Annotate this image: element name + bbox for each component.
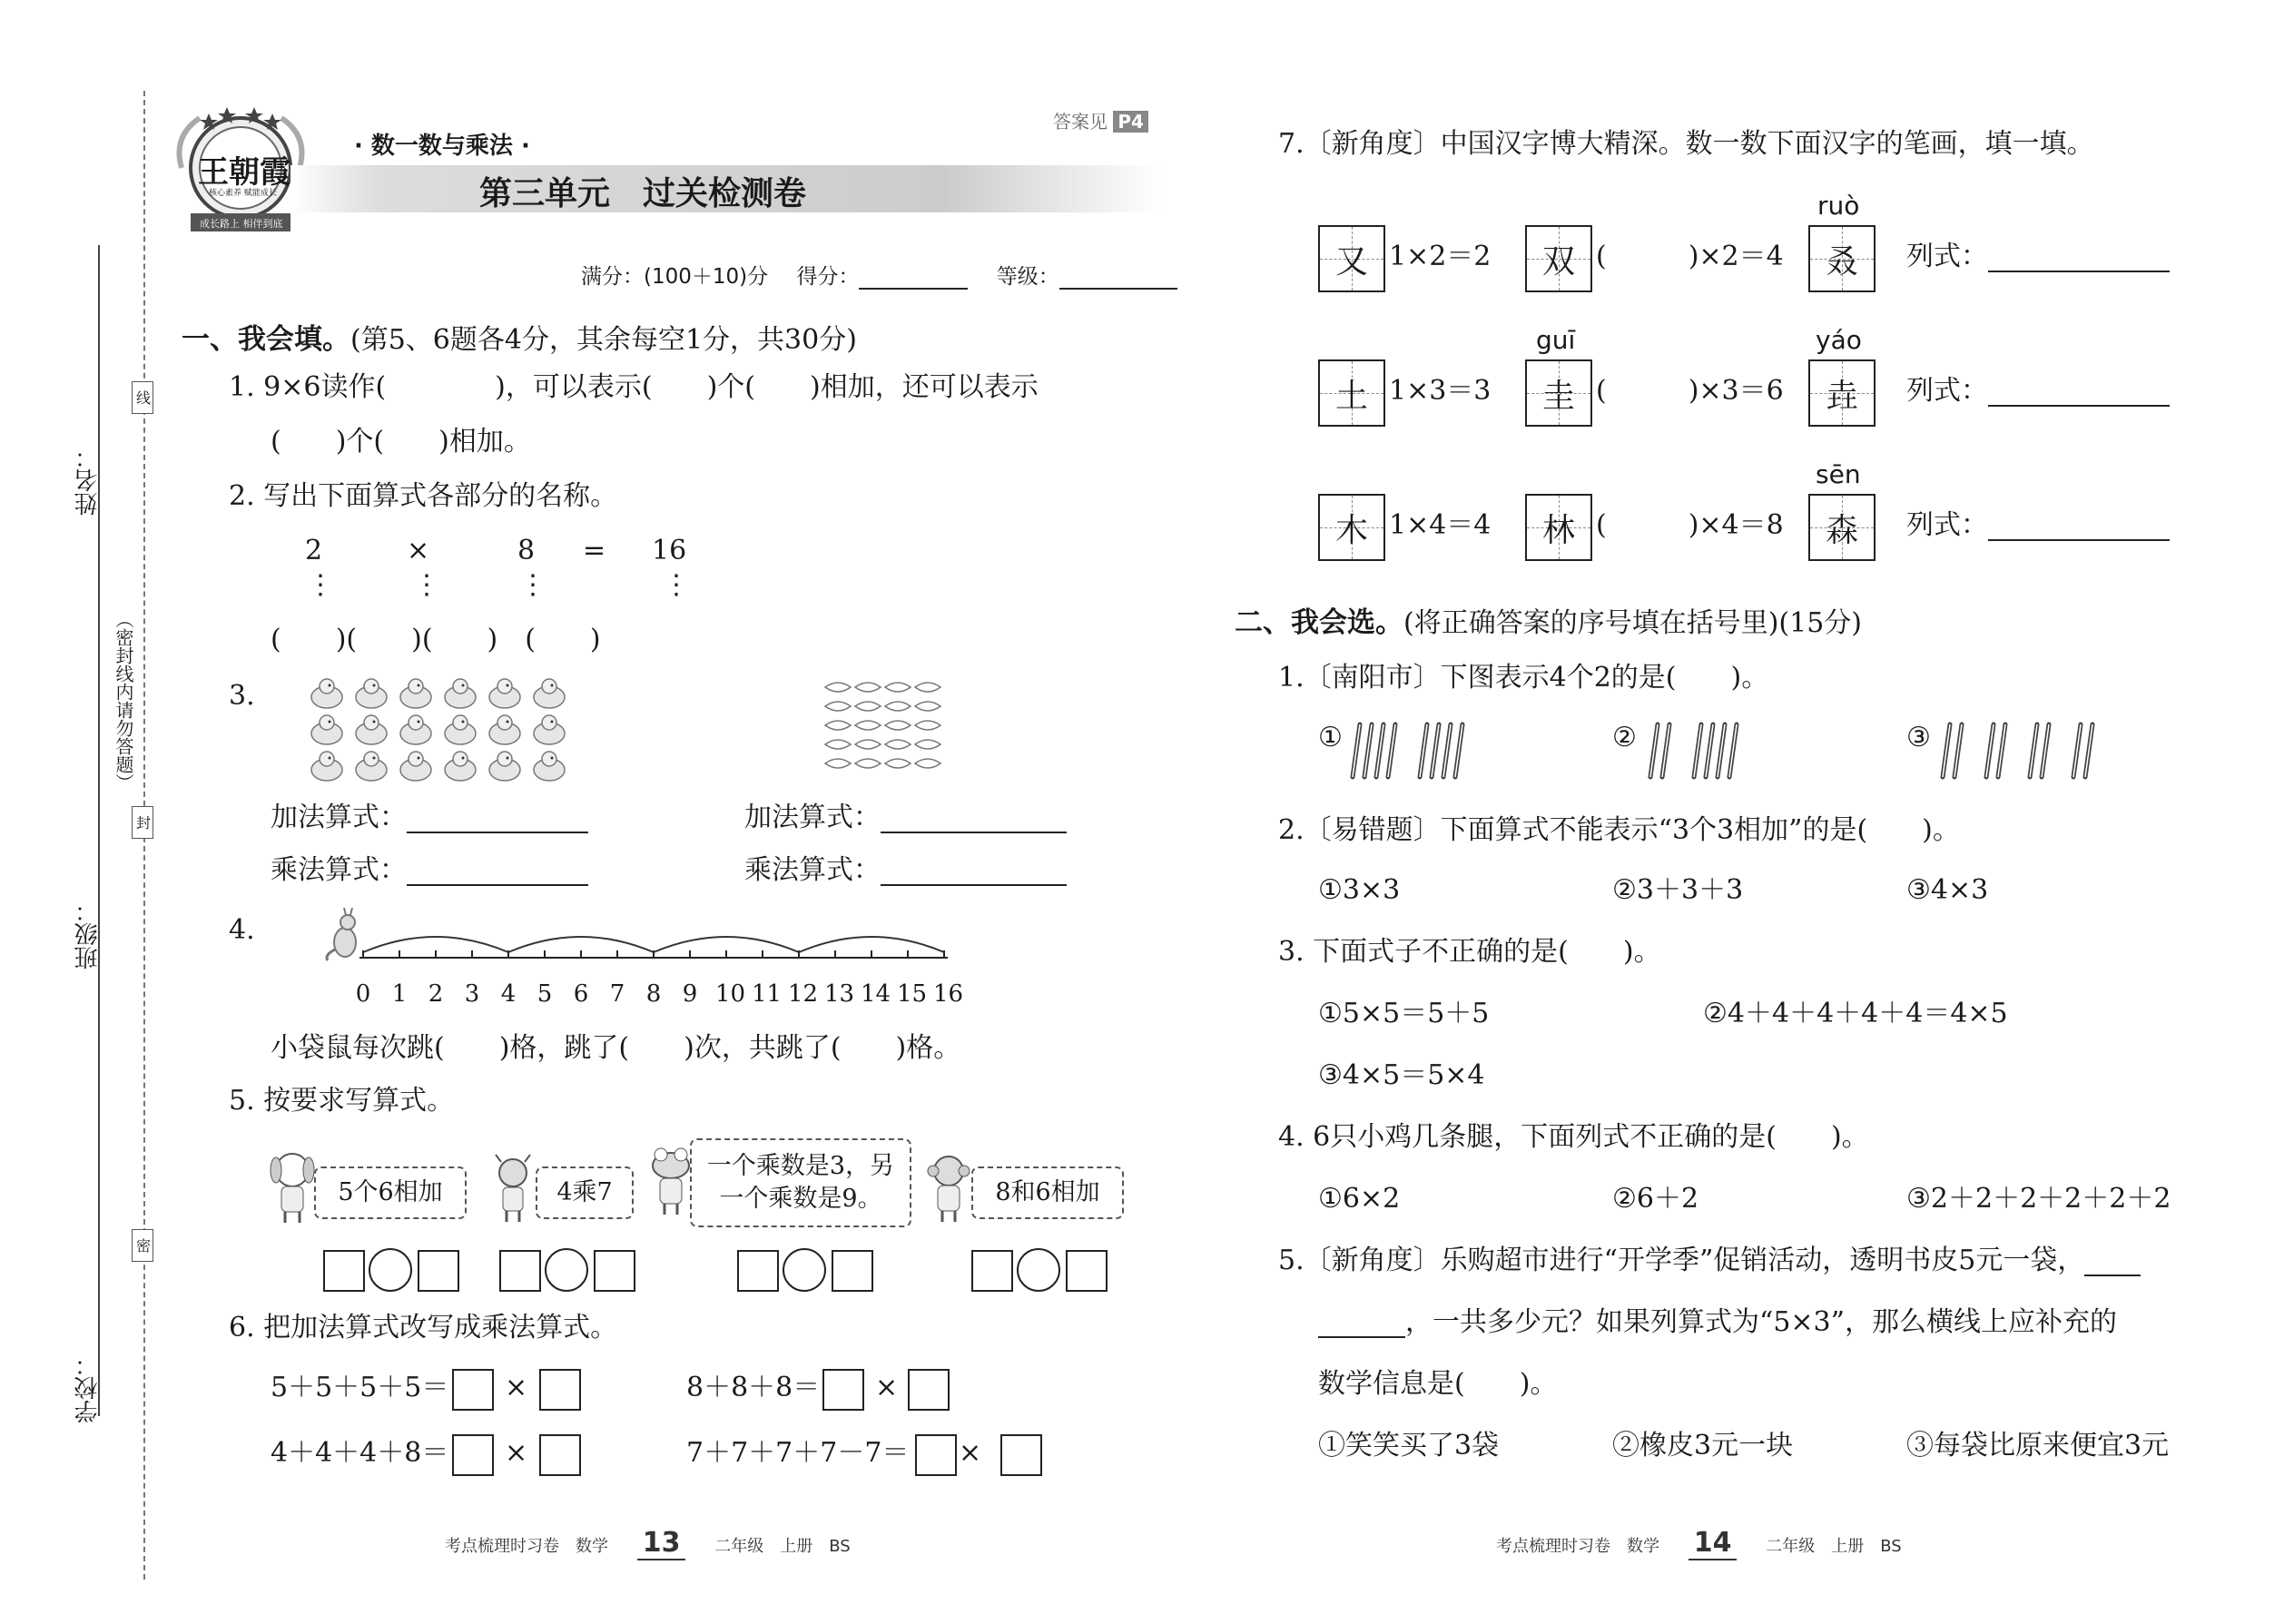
logo-badge (172, 100, 309, 236)
q3-mul-a-field[interactable] (407, 884, 588, 886)
stick-icon (1943, 724, 1950, 777)
q6-answer-box[interactable] (915, 1434, 957, 1476)
seal-mark-secret: 密 (132, 1229, 153, 1262)
stick-icon (1662, 724, 1669, 777)
footer-left (445, 1527, 851, 1559)
bird-icon (534, 679, 565, 708)
stick-icon (2042, 724, 2049, 777)
stick-icon (1998, 724, 2005, 777)
seal-warning: （密封线内请勿答题） (113, 610, 134, 792)
q5-answer-box[interactable] (418, 1250, 459, 1292)
leaf-icon (885, 759, 911, 768)
q3-mul-a: 乘法算式： (271, 855, 588, 886)
s2q4-text: 4. 6只小鸡几条腿，下面列式不正确的是( )。 (1278, 1121, 1869, 1153)
number-line-label: 1 (391, 980, 408, 1008)
bird-icon (356, 752, 387, 781)
seal-mark-line: 线 (132, 381, 153, 414)
unit-topic: · 数一数与乘法 · (354, 133, 530, 160)
number-line-label: 7 (609, 980, 625, 1008)
s2q3-opt3[interactable]: ③4×5＝5×4 (1318, 1059, 1485, 1091)
score-field[interactable] (859, 288, 968, 290)
s2q4-opt1[interactable]: ①6×2 (1318, 1183, 1401, 1215)
section1-title: 一、我会填。 (182, 323, 350, 356)
stick-icon (1353, 724, 1360, 777)
leaf-icon (855, 740, 881, 749)
leaf-icon (885, 683, 911, 692)
q5-answer-box[interactable] (832, 1250, 873, 1292)
bird-icon (489, 752, 520, 781)
q6-answer-box[interactable] (1000, 1434, 1042, 1476)
q5-answer-box[interactable] (594, 1250, 635, 1292)
leaf-icon (825, 702, 851, 711)
bird-icon (356, 715, 387, 744)
answer-ref (1053, 107, 1148, 133)
footer-right-book: 考点梳理时习卷 数学 (1496, 1537, 1659, 1556)
stick-icon (2085, 724, 2092, 777)
q6-answer-box[interactable] (822, 1369, 864, 1411)
leaf-icon (915, 702, 940, 711)
number-line-label: 6 (573, 980, 589, 1008)
stick-icon (1986, 724, 1994, 777)
q5-bubble-3: 一个乘数是3，另一个乘数是9。 (690, 1138, 911, 1227)
bird-icon (356, 679, 387, 708)
q6-answer-box[interactable] (452, 1369, 494, 1411)
number-line-label: 0 (355, 980, 371, 1008)
q6-item-4: 7＋7＋7＋7－7＝ (686, 1437, 910, 1469)
s2q2-opt3[interactable]: ③4×3 (1906, 874, 1989, 906)
row2-expr2[interactable]: ( )×3＝6 (1596, 375, 1784, 407)
jump-arc (363, 937, 508, 952)
jump-arc (508, 937, 654, 952)
stick-icon (2073, 724, 2081, 777)
bird-icon (445, 752, 476, 781)
char-box: 木 (1318, 494, 1385, 561)
q2-dots-4: ⋮ (663, 569, 690, 601)
binding-line-inner (98, 245, 100, 1416)
stick-icon (1420, 724, 1427, 777)
calf-icon (490, 1153, 536, 1225)
logo-sub2: 成长路上 相伴到底 (200, 218, 283, 230)
stick-icon (1364, 724, 1372, 777)
bird-icon (400, 715, 431, 744)
q1-line1: 1. 9×6读作( )，可以表示( )个( )相加，还可以表示 (229, 371, 1039, 403)
number-line-label: 9 (682, 980, 698, 1008)
q5-text: 5. 按要求写算式。 (229, 1085, 455, 1117)
score-line (581, 260, 1177, 290)
row3-expr1: 1×4＝4 (1389, 509, 1492, 541)
pinyin-gui: guī (1536, 325, 1576, 355)
q6-answer-box[interactable] (452, 1434, 494, 1476)
number-line-label: 2 (428, 980, 444, 1008)
s2q3-opt2[interactable]: ②4＋4＋4＋4＋4＝4×5 (1703, 998, 2008, 1029)
number-line-label: 4 (500, 980, 517, 1008)
q7-text: 7.〔新角度〕中国汉字博大精深。数一数下面汉字的笔画，填一填。 (1278, 128, 2094, 160)
bird-icon (311, 679, 342, 708)
q5-answer-box[interactable] (323, 1250, 365, 1292)
q3-add-b-field[interactable] (881, 832, 1067, 833)
s2q5-line2: ，一共多少元？如果列算式为“5×3”，那么横线上应补充的 (1318, 1307, 2117, 1338)
pinyin-sen: sēn (1816, 459, 1861, 489)
section2-heading (1235, 599, 1862, 640)
char-box: 森 (1808, 494, 1876, 561)
s2q1-sticks-3 (1934, 717, 2170, 785)
q5-answer-box[interactable] (499, 1250, 541, 1292)
q5-answer-box[interactable] (737, 1250, 779, 1292)
leaf-icon (885, 740, 911, 749)
row2-formula: 列式： (1906, 376, 2170, 407)
q6-answer-box[interactable] (539, 1434, 581, 1476)
stick-icon (1443, 724, 1451, 777)
s2q1-opt1[interactable]: ① (1318, 722, 1343, 753)
name-label: 姓名： (74, 445, 102, 516)
s2q5-opt1[interactable]: ①笑笑买了3袋 (1318, 1430, 1500, 1462)
grade-label: 等级： (996, 265, 1059, 289)
leaf-icon (885, 702, 911, 711)
s2q1-sticks-1 (1344, 717, 1580, 785)
char-box: 圭 (1525, 359, 1592, 427)
q5-bubble-1: 5个6相加 (314, 1166, 467, 1219)
grade-field[interactable] (1059, 288, 1177, 290)
q3-leaves-picture (822, 676, 949, 776)
row2-formula-field[interactable] (1988, 405, 2170, 407)
leaf-icon (825, 721, 851, 730)
stick-icon (1376, 724, 1383, 777)
q2-expr-b: 8 (517, 535, 536, 566)
s2q3-text: 3. 下面式子不正确的是( )。 (1278, 936, 1661, 968)
footer-right-grade: 二年级 上册 BS (1766, 1537, 1902, 1556)
q2-expr-a: 2 (305, 535, 323, 566)
pinyin-ruo: ruò (1817, 191, 1860, 221)
section2-title: 二、我会选。 (1235, 606, 1403, 639)
q2-expr-eq: = (583, 535, 606, 566)
pinyin-yao: yáo (1816, 325, 1862, 355)
leaf-icon (855, 721, 881, 730)
q3-birds-picture (309, 674, 581, 787)
stick-icon (1729, 724, 1737, 777)
bird-icon (534, 715, 565, 744)
leaf-icon (915, 721, 940, 730)
stick-icon (1954, 724, 1962, 777)
q6-answer-box[interactable] (539, 1369, 581, 1411)
footer-left-book: 考点梳理时习卷 数学 (445, 1537, 608, 1556)
jump-arc (799, 937, 944, 952)
q5-bubble-2: 4乘7 (536, 1166, 634, 1219)
leaf-icon (885, 721, 911, 730)
logo-text: 王朝霞 (198, 154, 290, 191)
q6-text: 6. 把加法算式改写成乘法算式。 (229, 1312, 618, 1343)
bird-icon (534, 752, 565, 781)
row3-formula-field[interactable] (1988, 539, 2170, 541)
number-line-label: 12 (788, 980, 819, 1008)
q4-text: 小袋鼠每次跳( )格，跳了( )次，共跳了( )格。 (271, 1032, 961, 1064)
bird-icon (311, 752, 342, 781)
char-box: 叒 (1808, 225, 1876, 292)
stick-icon (1650, 724, 1658, 777)
q5-bubble-4: 8和6相加 (971, 1166, 1124, 1219)
s2q1-opt3[interactable]: ③ (1906, 722, 1931, 753)
q3-add-a-field[interactable] (407, 832, 588, 833)
footer-left-page: 13 (637, 1527, 686, 1560)
number-line-label: 8 (645, 980, 662, 1008)
footer-left-grade: 二年级 上册 BS (714, 1537, 851, 1556)
school-label: 学校： (74, 1353, 102, 1423)
stick-icon (1706, 724, 1713, 777)
stick-icon (1694, 724, 1701, 777)
q2-dots-2: ⋮ (413, 569, 440, 601)
leaf-icon (825, 759, 851, 768)
row1-formula: 列式： (1906, 241, 2170, 272)
stick-icon (1388, 724, 1395, 777)
full-score: 满分：(100＋10)分 (581, 265, 769, 289)
q6-times: × (875, 1372, 899, 1403)
class-label: 班级： (74, 899, 102, 969)
char-box: 林 (1525, 494, 1592, 561)
q5-answer-circle[interactable] (369, 1248, 412, 1292)
s2q4-opt2[interactable]: ②6＋2 (1612, 1183, 1699, 1215)
leaf-icon (825, 740, 851, 749)
s2q2-text: 2.〔易错题〕下面算式不能表示“3个3相加”的是( )。 (1278, 814, 1960, 846)
stick-icon (1455, 724, 1462, 777)
s2q4-opt3[interactable]: ③2＋2＋2＋2＋2＋2 (1906, 1183, 2171, 1215)
q6-times: × (959, 1437, 982, 1469)
row1-expr1: 1×2＝2 (1389, 241, 1492, 272)
char-box: 垚 (1808, 359, 1876, 427)
q4-number: 4. (229, 914, 255, 946)
q3-add-a: 加法算式： (271, 802, 588, 833)
stick-icon (1718, 724, 1725, 777)
s2q1-sticks-2 (1641, 717, 1823, 785)
puppy-icon (265, 1148, 320, 1225)
q5-answer-circle[interactable] (1017, 1248, 1060, 1292)
stick-icon (1432, 724, 1439, 777)
answer-ref-label: 答案见 (1053, 111, 1108, 133)
bird-icon (400, 752, 431, 781)
q2-dots-3: ⋮ (519, 569, 546, 601)
s2q5-blank-a[interactable] (2084, 1275, 2141, 1276)
leaf-icons (822, 676, 949, 776)
q5-answer-box[interactable] (1066, 1250, 1108, 1292)
footer-right-page: 14 (1689, 1527, 1738, 1560)
number-line-label: 14 (861, 980, 891, 1008)
q3-number: 3. (229, 680, 255, 712)
q6-answer-box[interactable] (908, 1369, 950, 1411)
s2q5-opt3[interactable]: ③每袋比原来便宜3元 (1906, 1430, 2170, 1462)
s2q5-line3: 数学信息是( )。 (1318, 1368, 1558, 1400)
leaf-icon (915, 683, 940, 692)
stick-icon (2030, 724, 2037, 777)
leaf-icon (825, 683, 851, 692)
q6-times: × (505, 1437, 528, 1469)
number-line-label: 3 (464, 980, 480, 1008)
q1-line2: ( )个( )相加。 (271, 426, 531, 458)
number-line-label: 13 (824, 980, 855, 1008)
s2q5-opt2[interactable]: ②橡皮3元一块 (1612, 1430, 1794, 1462)
q2-dots-1: ⋮ (307, 569, 334, 601)
number-line-label: 11 (752, 980, 783, 1008)
s2q5-line1: 5.〔新角度〕乐购超市进行“开学季”促销活动，透明书皮5元一袋， (1278, 1245, 2141, 1276)
section1-heading (182, 316, 857, 357)
leaf-icon (855, 683, 881, 692)
number-line-label: 10 (715, 980, 746, 1008)
q2-expr-times: × (407, 535, 430, 566)
q2-expr-c: 16 (652, 535, 687, 566)
bird-icon (489, 715, 520, 744)
s2q3-opt1[interactable]: ①5×5＝5＋5 (1318, 998, 1490, 1029)
q5-answer-circle[interactable] (545, 1248, 588, 1292)
monkey-icon (924, 1151, 974, 1225)
q5-answer-box[interactable] (971, 1250, 1013, 1292)
bird-icon (311, 715, 342, 744)
q5-answer-circle[interactable] (783, 1248, 826, 1292)
row1-formula-field[interactable] (1988, 271, 2170, 272)
q6-item-3: 4＋4＋4＋8＝ (271, 1437, 449, 1469)
score-label: 得分： (796, 265, 860, 289)
frog-icon (646, 1146, 696, 1223)
s2q2-opt1[interactable]: ①3×3 (1318, 874, 1401, 906)
q6-times: × (505, 1372, 528, 1403)
answer-ref-page: P4 (1113, 111, 1148, 133)
row1-expr2[interactable]: ( )×2＝4 (1596, 241, 1784, 272)
page-title: 第三单元 过关检测卷 (479, 175, 807, 212)
char-box: 又 (1318, 225, 1385, 292)
bird-icon (445, 679, 476, 708)
leaf-icon (855, 702, 881, 711)
q2-text: 2. 写出下面算式各部分的名称。 (229, 480, 618, 512)
bird-icon (445, 715, 476, 744)
q6-item-2: 8＋8＋8＝ (686, 1372, 821, 1403)
s2q1-text: 1.〔南阳市〕下图表示4个2的是( )。 (1278, 662, 1769, 694)
s2q1-opt2[interactable]: ② (1612, 722, 1637, 753)
row3-formula: 列式： (1906, 510, 2170, 541)
number-line-label: 5 (537, 980, 553, 1008)
row3-expr2[interactable]: ( )×4＝8 (1596, 509, 1784, 541)
q3-mul-b: 乘法算式： (744, 855, 1067, 886)
leaf-icon (915, 759, 940, 768)
number-line-label: 16 (933, 980, 964, 1008)
bird-icons (309, 674, 581, 787)
logo-sub1: 核心素养 赋能成长 (209, 189, 277, 198)
footer-right (1496, 1527, 1902, 1559)
q2-blanks[interactable]: ( )( )( ) ( ) (271, 624, 601, 655)
q3-mul-b-field[interactable] (881, 884, 1067, 886)
bird-icon (400, 679, 431, 708)
q6-item-1: 5＋5＋5＋5＝ (271, 1372, 449, 1403)
leaf-icon (855, 759, 881, 768)
leaf-icon (915, 740, 940, 749)
s2q5-blank-b[interactable] (1318, 1336, 1405, 1338)
section1-note: (第5、6题各4分，其余每空1分，共30分) (350, 324, 857, 356)
char-box: 土 (1318, 359, 1385, 427)
char-box: 双 (1525, 225, 1592, 292)
jump-arc (654, 937, 799, 952)
s2q2-opt2[interactable]: ②3＋3＋3 (1612, 874, 1744, 906)
row2-expr1: 1×3＝3 (1389, 375, 1492, 407)
number-line-label: 15 (897, 980, 928, 1008)
seal-mark-seal: 封 (132, 806, 153, 839)
bird-icon (489, 679, 520, 708)
q3-add-b: 加法算式： (744, 802, 1067, 833)
section2-note: (将正确答案的序号填在括号里)(15分) (1403, 607, 1862, 639)
